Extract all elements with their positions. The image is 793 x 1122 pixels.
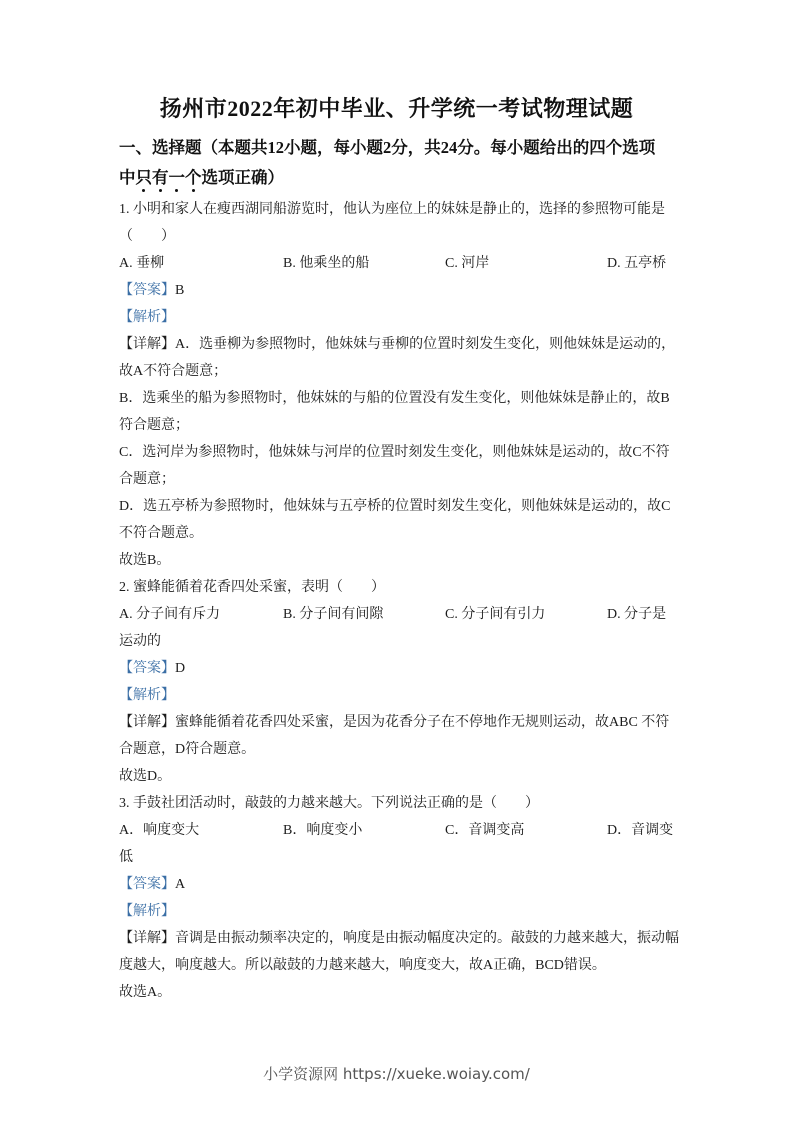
detail-label: 【详解】 [119, 337, 175, 352]
detail-label: 【详解】 [119, 715, 175, 730]
question-1-option-d: D. 五亭桥 [607, 256, 667, 271]
question-3-conclusion: 故选A。 [119, 985, 172, 1000]
question-1-detail-line: D．选五亭桥为参照物时，他妹妹与五亭桥的位置时刻发生变化，则他妹妹是运动的，故C [119, 499, 671, 514]
question-3-option-b: B．响度变小 [283, 823, 363, 838]
section-heading-line2: 中只有一个选项正确） [119, 168, 284, 187]
question-2-detail-line: 【详解】蜜蜂能循着花香四处采蜜，是因为花香分子在不停地作无规则运动，故ABC 不符 [119, 715, 670, 730]
emphasis-char: 个 [185, 168, 202, 187]
answer-label: 【答案】 [119, 661, 175, 676]
question-2-option-b: B. 分子间有间隙 [283, 607, 384, 622]
page-title: 扬州市2022年初中毕业、升学统一考试物理试题 [159, 96, 634, 121]
question-1-stem-blank: （ ） [119, 229, 175, 244]
question-3-detail-line: 度越大，响度越大。所以敲鼓的力越来越大，响度变大，故A正确，BCD错误。 [119, 958, 606, 973]
question-1-detail-line: 【详解】A．选垂柳为参照物时，他妹妹与垂柳的位置时刻发生变化，则他妹妹是运动的， [119, 337, 676, 352]
question-3-detail-line: 【详解】音调是由振动频率决定的，响度是由振动幅度决定的。敲鼓的力越来越大，振动幅 [119, 931, 679, 946]
question-3-answer: 【答案】A [119, 877, 186, 892]
question-2-conclusion: 故选D。 [119, 769, 172, 784]
question-1-detail-line: B．选乘坐的船为参照物时，他妹妹的与船的位置没有发生变化，则他妹妹是静止的，故B [119, 391, 670, 406]
question-2-answer: 【答案】D [119, 661, 186, 676]
emphasis-char: 只 [135, 168, 152, 187]
question-1-detail-line: 合题意； [119, 472, 175, 487]
question-1-option-a: A. 垂柳 [119, 256, 165, 271]
emphasis-char: 一 [168, 168, 185, 187]
footer-watermark: 小学资源网 https://xueke.woiay.com/ [263, 1065, 530, 1083]
question-1-answer: 【答案】B [119, 283, 185, 298]
question-3-option-d: D．音调变 [607, 823, 674, 838]
question-1-option-b: B. 他乘坐的船 [283, 256, 370, 271]
question-1-analysis-label: 【解析】 [119, 310, 175, 325]
question-2-option-d: D. 分子是 [607, 607, 667, 622]
question-3-stem: 3. 手鼓社团活动时，敲鼓的力越来越大。下列说法正确的是（ ） [119, 796, 539, 811]
question-1-detail-line: 符合题意； [119, 418, 189, 433]
question-1-stem: 1. 小明和家人在瘦西湖同船游览时，他认为座位上的妹妹是静止的，选择的参照物可能是 [119, 202, 665, 217]
answer-label: 【答案】 [119, 877, 175, 892]
answer-label: 【答案】 [119, 283, 175, 298]
question-2-option-wrap: 运动的 [119, 634, 161, 649]
question-2-option-a: A. 分子间有斥力 [119, 607, 221, 622]
question-2-stem: 2. 蜜蜂能循着花香四处采蜜，表明（ ） [119, 580, 385, 595]
question-3-option-a: A．响度变大 [119, 823, 200, 838]
question-1-detail-line: 故A不符合题意； [119, 364, 228, 379]
emphasis-char: 有 [152, 168, 169, 187]
question-1-detail-line: C．选河岸为参照物时，他妹妹与河岸的位置时刻发生变化，则他妹妹是运动的，故C不符 [119, 445, 670, 460]
question-3-analysis-label: 【解析】 [119, 904, 175, 919]
detail-label: 【详解】 [119, 931, 175, 946]
question-1-conclusion: 故选B。 [119, 553, 171, 568]
question-3-option-wrap: 低 [119, 850, 133, 865]
section-heading-line1: 一、选择题（本题共12小题，每小题2分，共24分。每小题给出的四个选项 [119, 138, 656, 157]
question-2-detail-line: 合题意，D符合题意。 [119, 742, 256, 757]
question-3-option-c: C．音调变高 [445, 823, 525, 838]
question-1-option-c: C. 河岸 [445, 256, 490, 271]
question-2-analysis-label: 【解析】 [119, 688, 175, 703]
question-1-detail-line: 不符合题意。 [119, 526, 203, 541]
question-2-option-c: C. 分子间有引力 [445, 607, 546, 622]
